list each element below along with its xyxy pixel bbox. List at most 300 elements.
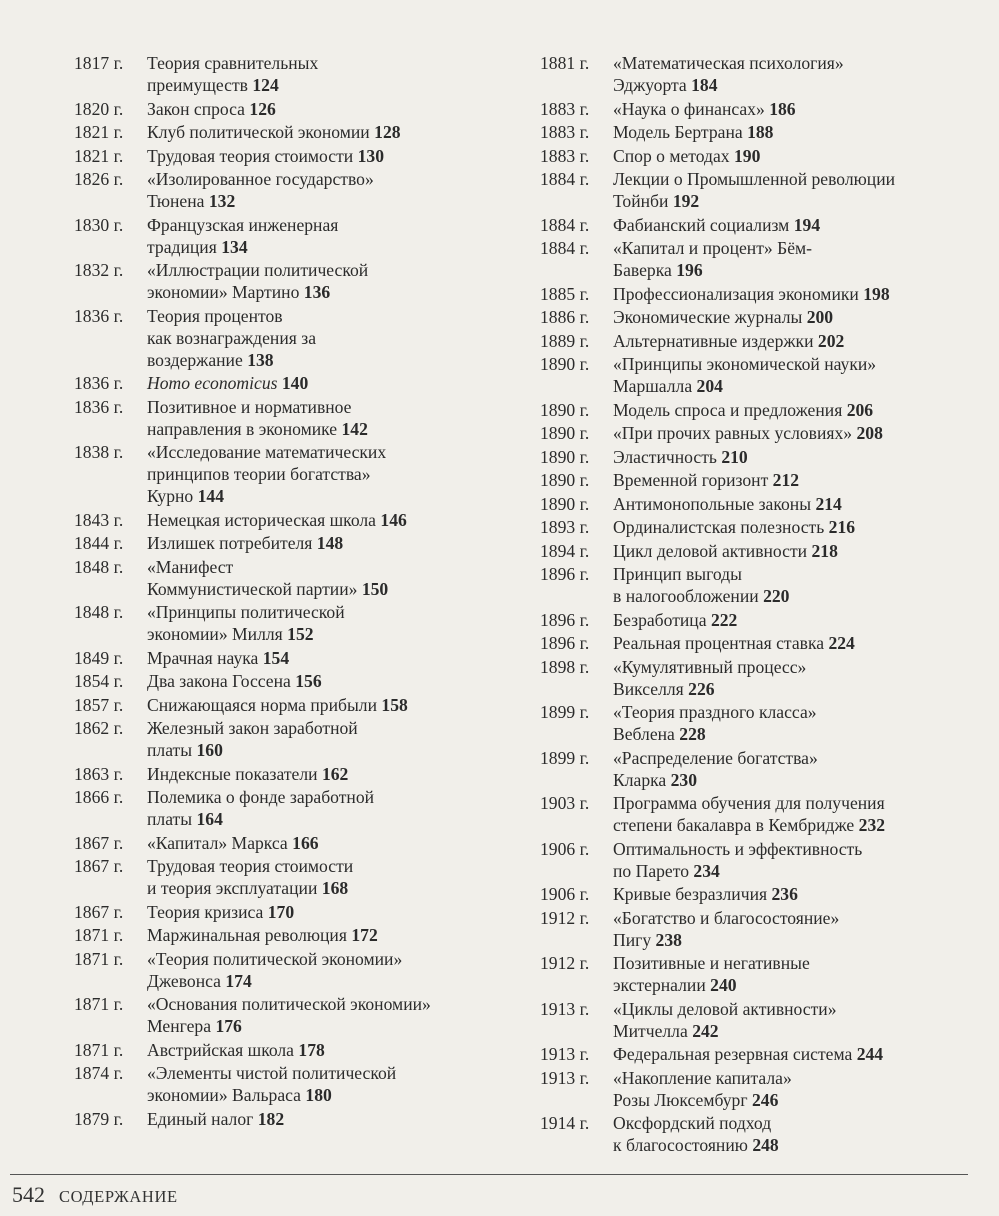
entry-title-line [613, 952, 980, 974]
entry-title-line [613, 190, 980, 212]
entry-year: 1890 г. [540, 423, 590, 443]
entry-title-line [147, 647, 514, 669]
entry-title-text: Теория сравнительных [147, 53, 319, 73]
entry-page-number: 190 [734, 145, 761, 166]
entry-title-line [613, 860, 980, 882]
toc-entry [540, 1112, 980, 1156]
entry-year: 1896 г. [540, 633, 590, 653]
entry-title-line [147, 948, 514, 970]
entry-title [613, 883, 980, 905]
toc-entry [540, 145, 980, 167]
toc-entry [540, 656, 980, 700]
entry-page-number: 132 [208, 191, 236, 211]
entry-page-number: 168 [321, 878, 349, 898]
entry-title-line [147, 121, 514, 143]
entry-page-number: 134 [221, 236, 248, 257]
entry-title-text: Эластичность [613, 446, 717, 467]
entry-year: 1889 г. [540, 330, 590, 351]
toc-left-column [74, 52, 514, 1131]
entry-title-line [613, 998, 980, 1020]
entry-title-text: направления в экономике [147, 418, 338, 439]
entry-title [613, 168, 980, 212]
page-number: 542 [12, 1182, 45, 1207]
entry-title-text: Трудовая теория стоимости [147, 145, 354, 166]
entry-year: 1826 г. [74, 169, 124, 189]
entry-title-text: «Элементы чистой политической [147, 1063, 397, 1083]
entry-page-number: 206 [846, 399, 874, 420]
toc-entry [74, 1062, 514, 1106]
entry-title-line [147, 877, 514, 899]
entry-title-line [147, 1062, 514, 1084]
entry-title [147, 1039, 514, 1061]
entry-title-text: Позитивное и нормативное [147, 396, 352, 417]
entry-title [613, 1043, 980, 1065]
entry-title [613, 52, 980, 96]
entry-title-line [147, 214, 514, 236]
entry-title-line [147, 509, 514, 531]
entry-page-number: 210 [721, 446, 748, 467]
entry-page-number: 240 [710, 975, 737, 995]
entry-title-line [147, 463, 514, 485]
entry-page-number: 172 [351, 925, 378, 945]
entry-title-line [613, 678, 980, 700]
entry-title-text: «Теория политической экономии» [147, 948, 403, 969]
entry-title [613, 237, 980, 281]
entry-title-line [613, 353, 980, 375]
toc-entry [540, 214, 980, 236]
entry-title [147, 168, 514, 212]
entry-title-text: Кларка [613, 769, 667, 790]
entry-title-text: Закон спроса [147, 98, 245, 119]
entry-year: 1913 г. [540, 1044, 590, 1064]
footer-divider [10, 1174, 968, 1175]
entry-title-text: «Исследование математических [147, 442, 387, 462]
entry-title [613, 516, 980, 538]
entry-title-line [147, 372, 514, 394]
entry-year: 1854 г. [74, 671, 124, 691]
entry-title-text: «Распределение богатства» [613, 747, 818, 768]
entry-title-line [613, 306, 980, 328]
entry-year: 1820 г. [74, 98, 124, 119]
toc-entry [74, 532, 514, 554]
entry-page-number: 226 [688, 678, 715, 699]
entry-year: 1821 г. [74, 145, 124, 166]
entry-title-text: Мрачная наука [147, 647, 259, 668]
entry-title-text: Индексные показатели [147, 763, 318, 784]
entry-year: 1832 г. [74, 260, 124, 280]
entry-page-number: 156 [295, 671, 322, 691]
toc-entry [540, 399, 980, 421]
entry-title-text: Теория процентов [147, 305, 283, 326]
toc-entry [74, 214, 514, 258]
entry-title-line [147, 832, 514, 854]
entry-title-text: экономии» Мартино [147, 282, 300, 302]
entry-title-line [147, 327, 514, 349]
entry-page-number: 198 [863, 283, 890, 304]
entry-title-text: Железный закон заработной [147, 718, 358, 738]
toc-entry [540, 701, 980, 745]
entry-title [613, 998, 980, 1042]
entry-page-number: 192 [672, 191, 700, 211]
toc-entry [540, 168, 980, 212]
entry-year: 1890 г. [540, 399, 590, 420]
entry-page-number: 234 [693, 860, 720, 881]
entry-title-line [147, 418, 514, 440]
entry-title-text: как вознаграждения за [147, 327, 317, 348]
toc-entry [74, 168, 514, 212]
entry-title [613, 353, 980, 397]
entry-year: 1849 г. [74, 647, 124, 668]
entry-title-line [613, 283, 980, 305]
entry-title [613, 145, 980, 167]
entry-title-line [613, 1089, 980, 1111]
entry-title [613, 907, 980, 951]
entry-page-number: 186 [769, 98, 796, 119]
entry-title-line [613, 375, 980, 397]
entry-title-text: Оптимальность и эффективность [613, 838, 863, 859]
toc-entry [74, 556, 514, 600]
entry-title [613, 493, 980, 515]
entry-year: 1871 г. [74, 994, 124, 1014]
entry-year: 1821 г. [74, 122, 124, 142]
entry-page-number: 238 [655, 929, 682, 950]
toc-entry [540, 563, 980, 607]
toc-entry [74, 509, 514, 531]
entry-title-line [613, 469, 980, 491]
entry-page-number: 216 [828, 517, 856, 537]
entry-year: 1867 г. [74, 832, 124, 853]
entry-title [613, 838, 980, 882]
entry-title-line [613, 1020, 980, 1042]
entry-title-line [147, 763, 514, 785]
entry-year: 1862 г. [74, 718, 124, 738]
toc-entry [74, 145, 514, 167]
toc-entry [540, 838, 980, 882]
entry-title-text: «Принципы экономической науки» [613, 354, 877, 374]
toc-entry [540, 306, 980, 328]
entry-page-number: 204 [696, 376, 723, 396]
toc-entry [540, 952, 980, 996]
entry-title [613, 747, 980, 791]
entry-title [147, 441, 514, 507]
toc-entry [540, 237, 980, 281]
entry-title [147, 52, 514, 96]
entry-title-text: Кривые безразличия [613, 884, 768, 904]
entry-title-line [613, 747, 980, 769]
entry-title-text: Джевонса [147, 970, 221, 991]
entry-page-number: 244 [856, 1044, 884, 1064]
entry-page-number: 158 [381, 694, 408, 715]
entry-title-line [147, 924, 514, 946]
entry-page-number: 188 [747, 122, 774, 142]
entry-year: 1857 г. [74, 694, 124, 715]
entry-page-number: 126 [249, 98, 276, 119]
entry-title-text: Модель Бертрана [613, 122, 743, 142]
toc-entry [540, 540, 980, 562]
entry-title-text: платы [147, 809, 193, 829]
entry-year: 1899 г. [540, 747, 590, 768]
entry-page-number: 160 [196, 740, 223, 760]
toc-entry [540, 121, 980, 143]
entry-year: 1848 г. [74, 556, 124, 577]
entry-year: 1817 г. [74, 53, 124, 73]
entry-title [613, 422, 980, 444]
entry-title-line [613, 259, 980, 281]
toc-entry [74, 763, 514, 785]
entry-title-text: Homo economicus [147, 373, 278, 393]
entry-page-number: 136 [303, 282, 331, 302]
entry-year: 1844 г. [74, 533, 124, 553]
entry-page-number: 228 [679, 724, 706, 744]
entry-title [147, 948, 514, 992]
entry-title-line [613, 237, 980, 259]
entry-title-text: Два закона Госсена [147, 671, 291, 691]
entry-title-line [613, 540, 980, 562]
entry-title-text: Оксфордский подход [613, 1113, 772, 1133]
entry-page-number: 236 [771, 884, 798, 904]
entry-title-line [613, 609, 980, 631]
entry-title [147, 396, 514, 440]
entry-year: 1883 г. [540, 145, 590, 166]
entry-title-line [147, 396, 514, 418]
entry-page-number: 212 [772, 470, 800, 490]
entry-page-number: 224 [828, 633, 855, 653]
entry-title-line [613, 632, 980, 654]
entry-title-line [613, 974, 980, 996]
entry-title-text: Федеральная резервная система [613, 1044, 853, 1064]
entry-year: 1867 г. [74, 901, 124, 922]
toc-entry [540, 98, 980, 120]
entry-title [613, 283, 980, 305]
entry-title [147, 717, 514, 761]
entry-title-line [613, 792, 980, 814]
entry-title-line [147, 236, 514, 258]
entry-title-text: Альтернативные издержки [613, 330, 814, 351]
entry-title-line [147, 623, 514, 645]
entry-title [613, 609, 980, 631]
toc-entry [540, 353, 980, 397]
entry-title-line [147, 441, 514, 463]
entry-page-number: 246 [751, 1089, 779, 1110]
entry-title-text: «Капитал» Маркса [147, 832, 288, 853]
entry-title-text: Баверка [613, 260, 672, 280]
entry-year: 1866 г. [74, 787, 124, 807]
entry-title-text: «Накопление капитала» [613, 1067, 792, 1088]
toc-entry [74, 1039, 514, 1061]
entry-title-text: Модель спроса и предложения [613, 399, 843, 420]
entry-title-line [147, 1084, 514, 1106]
entry-title [147, 786, 514, 830]
entry-title [147, 1108, 514, 1130]
entry-title-line [613, 121, 980, 143]
entry-year: 1867 г. [74, 856, 124, 876]
section-title: СОДЕРЖАНИЕ [59, 1187, 178, 1206]
toc-entry [540, 609, 980, 631]
entry-title-line [147, 993, 514, 1015]
entry-title-text: Экономические журналы [613, 307, 803, 327]
entry-title-text: «Капитал и процент» Бём- [613, 238, 813, 258]
toc-entry [540, 883, 980, 905]
entry-title [147, 993, 514, 1037]
entry-title [613, 1067, 980, 1111]
entry-title [147, 694, 514, 716]
entry-title [613, 952, 980, 996]
entry-year: 1913 г. [540, 998, 590, 1019]
entry-title-text: Полемика о фонде заработной [147, 787, 375, 807]
entry-year: 1898 г. [540, 656, 590, 677]
entry-page-number: 148 [316, 533, 344, 553]
entry-page-number: 196 [676, 260, 703, 280]
entry-page-number: 166 [292, 832, 319, 853]
entry-title [613, 446, 980, 468]
toc-entry [74, 855, 514, 899]
entry-title-line [147, 855, 514, 877]
entry-title [147, 98, 514, 120]
toc-entry [74, 372, 514, 394]
entry-title [147, 1062, 514, 1106]
entry-title [613, 656, 980, 700]
entry-title-text: Тойнби [613, 191, 669, 211]
entry-title-line [147, 901, 514, 923]
entry-year: 1899 г. [540, 702, 590, 722]
entry-title [147, 601, 514, 645]
entry-title-line [613, 52, 980, 74]
toc-entry [74, 647, 514, 669]
entry-title-line [147, 305, 514, 327]
entry-title [147, 901, 514, 923]
entry-title-text: Излишек потребителя [147, 533, 313, 553]
entry-title-line [613, 1043, 980, 1065]
entry-title-line [613, 1067, 980, 1089]
entry-title-text: «При прочих равных условиях» [613, 423, 853, 443]
entry-title [613, 563, 980, 607]
entry-title-line [613, 769, 980, 791]
entry-title-text: Принцип выгоды [613, 564, 742, 584]
toc-entry [74, 694, 514, 716]
entry-title-text: Фабианский социализм [613, 214, 790, 235]
entry-title-line [613, 656, 980, 678]
toc-entry [540, 1043, 980, 1065]
toc-entry [540, 52, 980, 96]
entry-title-text: Теория кризиса [147, 901, 264, 922]
entry-year: 1890 г. [540, 354, 590, 374]
toc-entry [74, 52, 514, 96]
entry-title [147, 532, 514, 554]
entry-title-line [147, 74, 514, 96]
entry-title [613, 399, 980, 421]
entry-page-number: 130 [357, 145, 385, 166]
entry-title-text: Спор о методах [613, 145, 730, 166]
entry-title-text: Реальная процентная ставка [613, 633, 825, 653]
entry-year: 1894 г. [540, 540, 590, 561]
entry-title-line [147, 808, 514, 830]
entry-title [613, 214, 980, 236]
entry-title-text: Безработица [613, 609, 707, 630]
entry-title-text: Пигу [613, 929, 652, 950]
entry-year: 1836 г. [74, 373, 124, 393]
entry-title-text: Тюнена [147, 191, 205, 211]
entry-title-line [613, 929, 980, 951]
toc-entry [540, 1067, 980, 1111]
entry-year: 1848 г. [74, 602, 124, 622]
toc-entry [540, 422, 980, 444]
entry-title-text: Единый налог [147, 1108, 254, 1129]
entry-year: 1912 г. [540, 907, 590, 928]
toc-entry [540, 446, 980, 468]
toc-entry [74, 670, 514, 692]
entry-title-text: «Кумулятивный процесс» [613, 656, 807, 677]
entry-title [613, 98, 980, 120]
entry-title-line [147, 190, 514, 212]
entry-page-number: 154 [262, 647, 290, 668]
entry-title [147, 763, 514, 785]
entry-title-text: Маржинальная революция [147, 925, 347, 945]
entry-title-line [613, 838, 980, 860]
entry-year: 1884 г. [540, 214, 590, 235]
entry-page-number: 142 [341, 418, 368, 439]
entry-title [613, 330, 980, 352]
toc-entry [74, 121, 514, 143]
entry-title-text: Программа обучения для получения [613, 793, 885, 813]
entry-title-text: и теория эксплуатации [147, 878, 318, 898]
entry-title [613, 1112, 980, 1156]
toc-entry [74, 441, 514, 507]
entry-page-number: 202 [817, 330, 845, 351]
entry-title [613, 540, 980, 562]
entry-page-number: 194 [793, 214, 821, 235]
entry-title-text: к благосостоянию [613, 1135, 748, 1155]
entry-title-text: «Циклы деловой активности» [613, 998, 837, 1019]
toc-entry [74, 259, 514, 303]
toc-entry [74, 717, 514, 761]
entry-title [147, 121, 514, 143]
toc-entry [540, 792, 980, 836]
entry-title-line [613, 330, 980, 352]
toc-entry [74, 98, 514, 120]
entry-year: 1914 г. [540, 1113, 590, 1133]
entry-title-text: Викселля [613, 678, 684, 699]
entry-page-number: 214 [815, 493, 842, 514]
entry-title-line [147, 485, 514, 507]
entry-title-text: Маршалла [613, 376, 693, 396]
entry-title-line [613, 214, 980, 236]
entry-page-number: 140 [281, 373, 309, 393]
entry-year: 1912 г. [540, 953, 590, 973]
entry-title-line [613, 145, 980, 167]
toc-entry [74, 601, 514, 645]
entry-title-text: Менгера [147, 1016, 212, 1036]
entry-title-text: платы [147, 740, 193, 760]
entry-page-number: 170 [267, 901, 295, 922]
entry-title-line [147, 970, 514, 992]
entry-page-number: 178 [298, 1039, 325, 1060]
entry-title-line [613, 422, 980, 444]
entry-title-line [147, 739, 514, 761]
entry-year: 1871 г. [74, 1039, 124, 1060]
entry-title-text: по Парето [613, 860, 689, 881]
entry-page-number: 128 [374, 122, 401, 142]
entry-title-text: «Теория праздного класса» [613, 702, 817, 722]
entry-title-text: Снижающаяся норма прибыли [147, 694, 377, 715]
entry-title-text: «Изолированное государство» [147, 169, 374, 189]
entry-page-number: 180 [305, 1085, 332, 1105]
entry-title-text: Цикл деловой активности [613, 540, 808, 561]
entry-title-line [613, 493, 980, 515]
entry-title-text: экономии» Милля [147, 624, 283, 644]
toc-entry [540, 469, 980, 491]
entry-title-line [147, 532, 514, 554]
entry-title [613, 632, 980, 654]
